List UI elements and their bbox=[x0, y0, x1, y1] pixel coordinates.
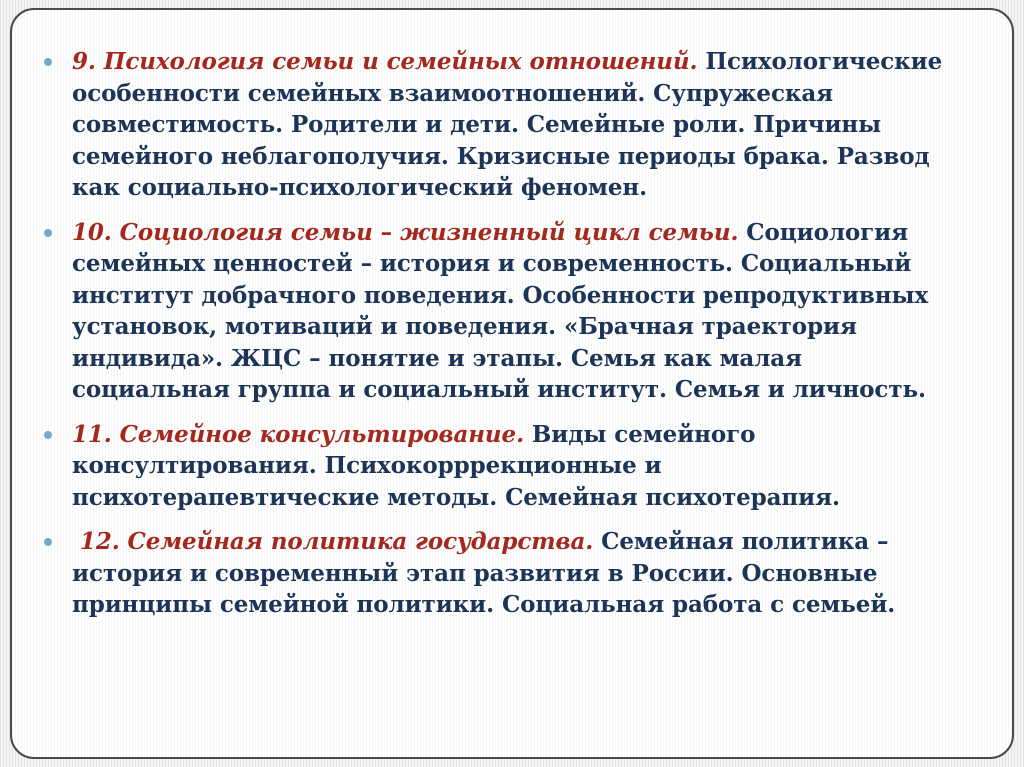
item-heading: 11. Семейное консультирование. bbox=[72, 420, 524, 448]
item-text: Виды семейного консултирования. Психокорррекционные и психотерапевтические методы. Семейная психотерапия. bbox=[72, 420, 840, 511]
list-item bbox=[42, 217, 962, 406]
item-heading: 9. Психология семьи и семейных отношений. bbox=[72, 48, 698, 75]
bullet-icon bbox=[44, 229, 52, 237]
list-item bbox=[42, 526, 962, 621]
bullet-icon bbox=[44, 431, 52, 439]
list-item bbox=[42, 46, 962, 204]
list-item bbox=[42, 419, 962, 514]
item-heading: 10. Социология семьи – жизненный цикл семьи. bbox=[72, 218, 739, 246]
item-text: Социология семейных ценностей – история и современность. Социальный институт добрачного поведения. Особенности репродуктивных установок, мотиваций и поведения. «Брачная траектория индивида». ЖЦС – понятие и этапы. Семья как малая социальная группа и социальный институт. Семья и личность. bbox=[72, 218, 929, 403]
bullet-list bbox=[42, 46, 962, 634]
item-text: Психологические особенности семейных взаимоотношений. Супружеская совместимость. Родители и дети. Семейные роли. Причины семейного неблагополучия. Кризисные периоды брака. Развод как социально-психологический феномен. bbox=[72, 48, 943, 201]
bullet-icon bbox=[44, 58, 52, 66]
item-heading: 12. Семейная политика государства. bbox=[72, 528, 594, 555]
bullet-icon bbox=[44, 538, 52, 546]
item-text: Семейная политика – история и современный этап развития в России. Основные принципы семейной политики. Социальная работа с семьей. bbox=[72, 528, 896, 618]
slide-frame bbox=[10, 8, 1014, 759]
